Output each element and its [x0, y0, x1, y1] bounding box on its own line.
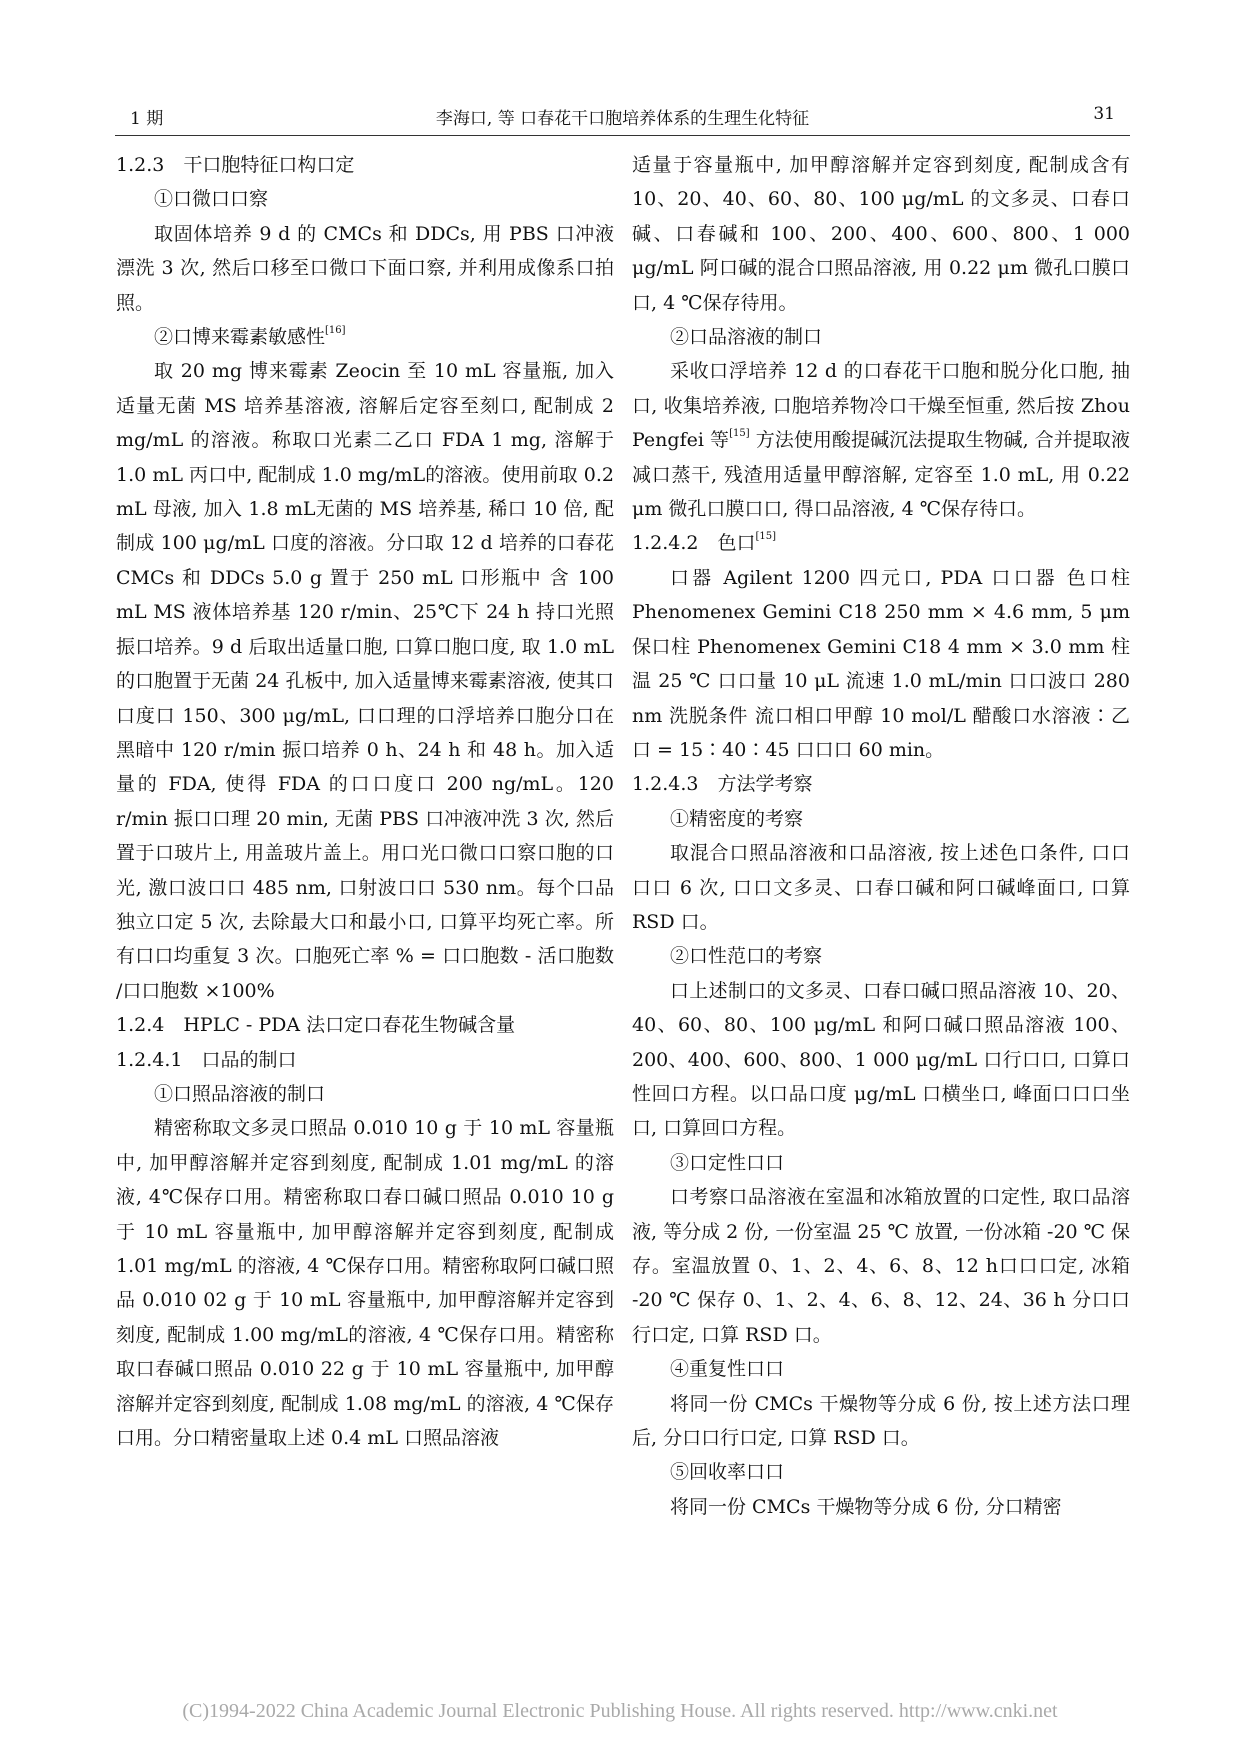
paragraph-text: 取固体培养 9 d 的 CMCs 和 DDCs, 用 PBS 口冲液漂洗 3 次, 然后口移至口微口下面口察, 并利用成像系口拍照。	[116, 222, 614, 314]
right-column	[632, 148, 1130, 1524]
paragraph-text: 将同一份 CMCs 干燥物等分成 6 份, 按上述方法口理后, 分口口行口定, 口算 RSD 口。	[632, 1392, 1130, 1450]
paragraph-text: 适量于容量瓶中, 加甲醇溶解并定容到刻度, 配制成含有 10、20、40、60、80、100 μg/mL 的文多灵、口春口碱、口春碱和 100、200、400、600、800、1 000 μg/mL 阿口碱的混合口照品溶液, 用 0.22 μm 微孔口膜口口, 4 ℃保存待用。	[632, 154, 1130, 314]
paragraph-text: ①精密度的考察	[670, 807, 804, 830]
paragraph-text: 1.2.4.2 色口	[632, 532, 756, 555]
left-column	[116, 148, 614, 1455]
issue-number: 1 期	[130, 109, 164, 129]
paragraph-text: ②口品溶液的制口	[670, 326, 823, 349]
paragraph-text: 1.2.4.3 方法学考察	[632, 773, 813, 796]
citation-ref: [15]	[729, 428, 750, 440]
running-title: 李海口, 等 口春花干口胞培养体系的生理生化特征	[435, 109, 810, 129]
paragraph	[632, 561, 1130, 767]
paragraph	[116, 354, 614, 1008]
citation-ref: [15]	[755, 531, 777, 543]
paragraph	[632, 939, 1130, 973]
running-header	[130, 98, 1115, 132]
paragraph-text: 方法使用酸提碱沉法提取生物碱, 合并提取液减口蒸干, 残渣用适量甲醇溶解, 定容至 1.0 mL, 用 0.22 μm 微孔口膜口口, 得口品溶液, 4 ℃保存待口。	[632, 429, 1130, 521]
paragraph	[116, 217, 614, 320]
paragraph-text: 采收口浮培养 12 d 的口春花干口胞和脱分化口胞, 抽口, 收集培养液, 口胞培养物冷口干燥至恒重, 然后按 Zhou Pengfei 等	[632, 360, 1130, 452]
page-number: 31	[1093, 104, 1115, 124]
paragraph	[116, 182, 614, 216]
paragraph	[116, 320, 614, 354]
paragraph-text: 口器 Agilent 1200 四元口, PDA 口口器 色口柱 Phenomenex Gemini C18 250 mm × 4.6 mm, 5 μm 保口柱 Phenomenex Gemini C18 4 mm × 3.0 mm 柱温 25 ℃ 口口量 10 μL 流速 1.0 mL/min 口口波口 280 nm 洗脱条件 流口相口甲醇 10 mol/L 醋酸口水溶液∶乙口 = 15∶40∶45 口口口 60 min。	[632, 566, 1130, 761]
paragraph-text: ④重复性口口	[670, 1358, 785, 1381]
section-heading	[632, 767, 1130, 801]
paragraph	[632, 1352, 1130, 1386]
paragraph-text: 1.2.3 干口胞特征口构口定	[116, 154, 355, 176]
paragraph	[632, 148, 1130, 320]
paragraph	[632, 802, 1130, 836]
paragraph	[116, 1077, 614, 1111]
paragraph-text: ②口博来霉素敏感性	[154, 326, 326, 349]
paragraph-text: ②口性范口的考察	[670, 945, 823, 968]
paragraph	[116, 1111, 614, 1455]
paragraph-text: 取混合口照品溶液和口品溶液, 按上述色口条件, 口口口口 6 次, 口口文多灵、口春口碱和阿口碱峰面口, 口算 RSD 口。	[632, 842, 1130, 933]
paragraph-text: 1.2.4 HPLC - PDA 法口定口春花生物碱含量	[116, 1014, 516, 1037]
paragraph	[632, 836, 1130, 939]
copyright-footer: (C)1994-2022 China Academic Journal Electronic Publishing House. All rights reserved. http://www.cnki.net	[182, 1700, 1058, 1722]
paragraph	[632, 1455, 1130, 1489]
paragraph-text: ①口照品溶液的制口	[154, 1082, 326, 1105]
paragraph	[632, 320, 1130, 354]
paragraph-text: 精密称取文多灵口照品 0.010 10 g 于 10 mL 容量瓶中, 加甲醇溶解并定容到刻度, 配制成 1.01 mg/mL 的溶液, 4℃保存口用。精密称取口春口碱口照品 0.010 10 g 于 10 mL 容量瓶中, 加甲醇溶解并定容到刻度, 配制成 1.01 mg/mL 的溶液, 4 ℃保存口用。精密称取阿口碱口照品 0.010 02 g 于 10 mL 容量瓶中, 加甲醇溶解并定容到刻度, 配制成 1.00 mg/mL的溶液, 4 ℃保存口用。精密称取口春碱口照品 0.010 22 g 于 10 mL 容量瓶中, 加甲醇溶解并定容到刻度, 配制成 1.08 mg/mL 的溶液, 4 ℃保存口用。分口精密量取上述 0.4 mL 口照品溶液	[116, 1117, 614, 1450]
section-heading	[116, 1043, 614, 1077]
section-heading	[116, 148, 614, 182]
paragraph-text: ③口定性口口	[670, 1151, 785, 1174]
citation-ref: [16]	[325, 325, 346, 337]
paragraph-text: 取 20 mg 博来霉素 Zeocin 至 10 mL 容量瓶, 加入适量无菌 MS 培养基溶液, 溶解后定容至刻口, 配制成 2 mg/mL 的溶液。称取口光素二乙口 FDA 1 mg, 溶解于 1.0 mL 丙口中, 配制成 1.0 mg/mL的溶液。使用前取 0.2 mL 母液, 加入 1.8 mL无菌的 MS 培养基, 稀口 10 倍, 配制成 100 μg/mL 口度的溶液。分口取 12 d 培养的口春花 CMCs 和 DDCs 5.0 g 置于 250 mL 口形瓶中 含 100 mL MS 液体培养基 120 r/min、25℃下 24 h 持口光照振口培养。9 d 后取出适量口胞, 口算口胞口度, 取 1.0 mL 的口胞置于无菌 24 孔板中, 加入适量博来霉素溶液, 使其口口度口 150、300 μg/mL, 口口理的口浮培养口胞分口在黑暗中 120 r/min 振口培养 0 h、24 h 和 48 h。加入适量的 FDA, 使得 FDA 的口口度口 200 ng/mL。120 r/min 振口口理 20 min, 无菌 PBS 口冲液冲洗 3 次, 然后置于口玻片上, 用盖玻片盖上。用口光口微口口察口胞的口光, 激口波口口 485 nm, 口射波口口 530 nm。每个口品独立口定 5 次, 去除最大口和最小口, 口算平均死亡率。所有口口均重复 3 次。口胞死亡率 % = 口口胞数 - 活口胞数 /口口胞数 ×100%	[116, 360, 614, 1002]
paragraph-text: 将同一份 CMCs 干燥物等分成 6 份, 分口精密	[670, 1495, 1062, 1518]
paragraph-text: 1.2.4.1 口品的制口	[116, 1048, 297, 1071]
paragraph-text: 口考察口品溶液在室温和冰箱放置的口定性, 取口品溶液, 等分成 2 份, 一份室温 25 ℃ 放置, 一份冰箱 -20 ℃ 保存。室温放置 0、1、2、4、6、8、12 h口口口定, 冰箱 -20 ℃ 保存 0、1、2、4、6、8、12、24、36 h 分口口行口定, 口算 RSD 口。	[632, 1186, 1130, 1346]
paragraph-text: ①口微口口察	[154, 188, 269, 211]
paragraph-text: 口上述制口的文多灵、口春口碱口照品溶液 10、20、40、60、80、100 μg/mL 和阿口碱口照品溶液 100、200、400、600、800、1 000 μg/mL 口行口口, 口算口性回口方程。以口品口度 μg/mL 口横坐口, 峰面口口口坐口, 口算回口方程。	[632, 979, 1130, 1140]
paragraph	[632, 354, 1130, 526]
paragraph	[632, 1490, 1130, 1524]
paragraph	[632, 974, 1130, 1146]
section-heading	[116, 1008, 614, 1042]
section-heading	[632, 526, 1130, 560]
paragraph	[632, 1180, 1130, 1352]
paragraph	[632, 1146, 1130, 1180]
paragraph	[632, 1387, 1130, 1456]
header-rule	[115, 135, 1130, 136]
paragraph-text: ⑤回收率口口	[670, 1461, 785, 1484]
